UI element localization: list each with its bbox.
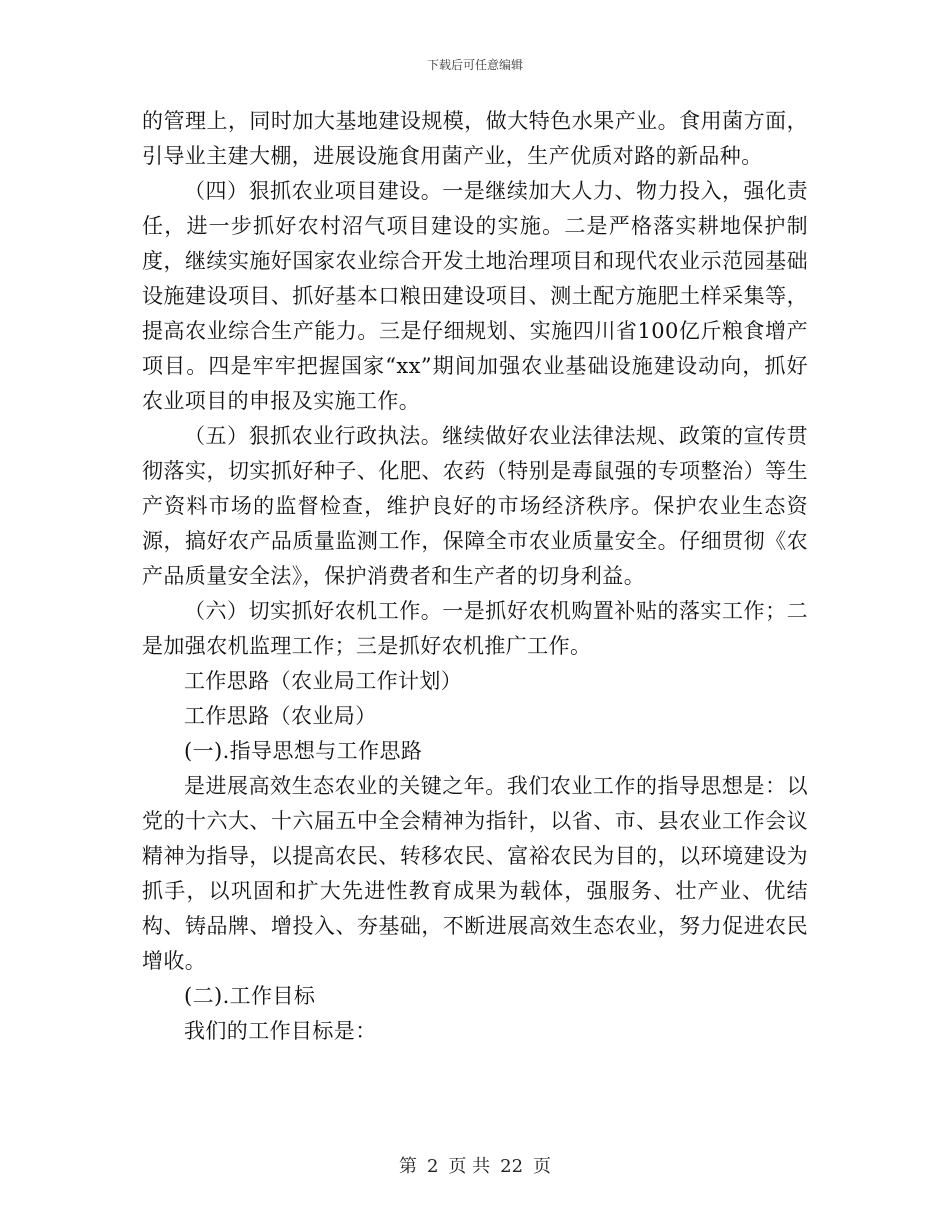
page-mid: 页 共 (448, 1156, 491, 1177)
paragraph: 是进展高效生态农业的关键之年。我们农业工作的指导思想是：以党的十六大、十六届五中全会精神为指针，以省、市、县农业工作会议精神为指导，以提高农民、转移农民、富裕农民为目的，以环境建设为抓手，以巩固和扩大先进性教育成果为载体，强服务、壮产业、优结构、铸品牌、增投入、夯基础，不断进展高效生态农业，努力促进农民增收。 (142, 774, 808, 973)
document-body (142, 104, 808, 1049)
section-heading: (一).指导思想与工作思路 (184, 739, 423, 763)
section-heading: 工作思路（农业局） (184, 704, 377, 728)
page-current: 2 (426, 1156, 439, 1177)
page-footer (0, 1152, 950, 1178)
paragraph: 的管理上，同时加大基地建设规模，做大特色水果产业。食用菌方面，引导业主建大棚，进展设施食用菌产业，生产优质对路的新品种。 (142, 109, 808, 168)
paragraph: （四）狠抓农业项目建设。一是继续加大人力、物力投入，强化责任，进一步抓好农村沼气项目建设的实施。二是严格落实耕地保护制度，继续实施好国家农业综合开发土地治理项目和现代农业示范园基础设施建设项目、抓好基本口粮田建设项目、测土配方施肥土样采集等，提高农业综合生产能力。三是仔细规划、实施四川省100亿斤粮食增产项目。四是牢牢把握国家“xx”期间加强农业基础设施建设动向，抓好农业项目的申报及实施工作。 (142, 179, 808, 413)
paragraph: 我们的工作目标是： (184, 1019, 377, 1043)
section-heading: 工作思路（农业局工作计划） (184, 669, 463, 693)
paragraph: （六）切实抓好农机工作。一是抓好农机购置补贴的落实工作；二是加强农机监理工作；三是抓好农机推广工作。 (142, 599, 808, 658)
header-note: 下载后可任意编辑 (426, 58, 523, 72)
page-suffix: 页 (533, 1156, 552, 1177)
section-heading: (二).工作目标 (184, 984, 316, 1008)
paragraph: （五）狠抓农业行政执法。继续做好农业法律法规、政策的宣传贯彻落实，切实抓好种子、化肥、农药（特别是毒鼠强的专项整治）等生产资料市场的监督检查，维护良好的市场经济秩序。保护农业生态资源，搞好农产品质量监测工作，保障全市农业质量安全。仔细贯彻《农产品质量安全法》，保护消费者和生产者的切身利益。 (142, 424, 808, 588)
page-prefix: 第 (398, 1156, 417, 1177)
page-total: 22 (500, 1156, 524, 1177)
